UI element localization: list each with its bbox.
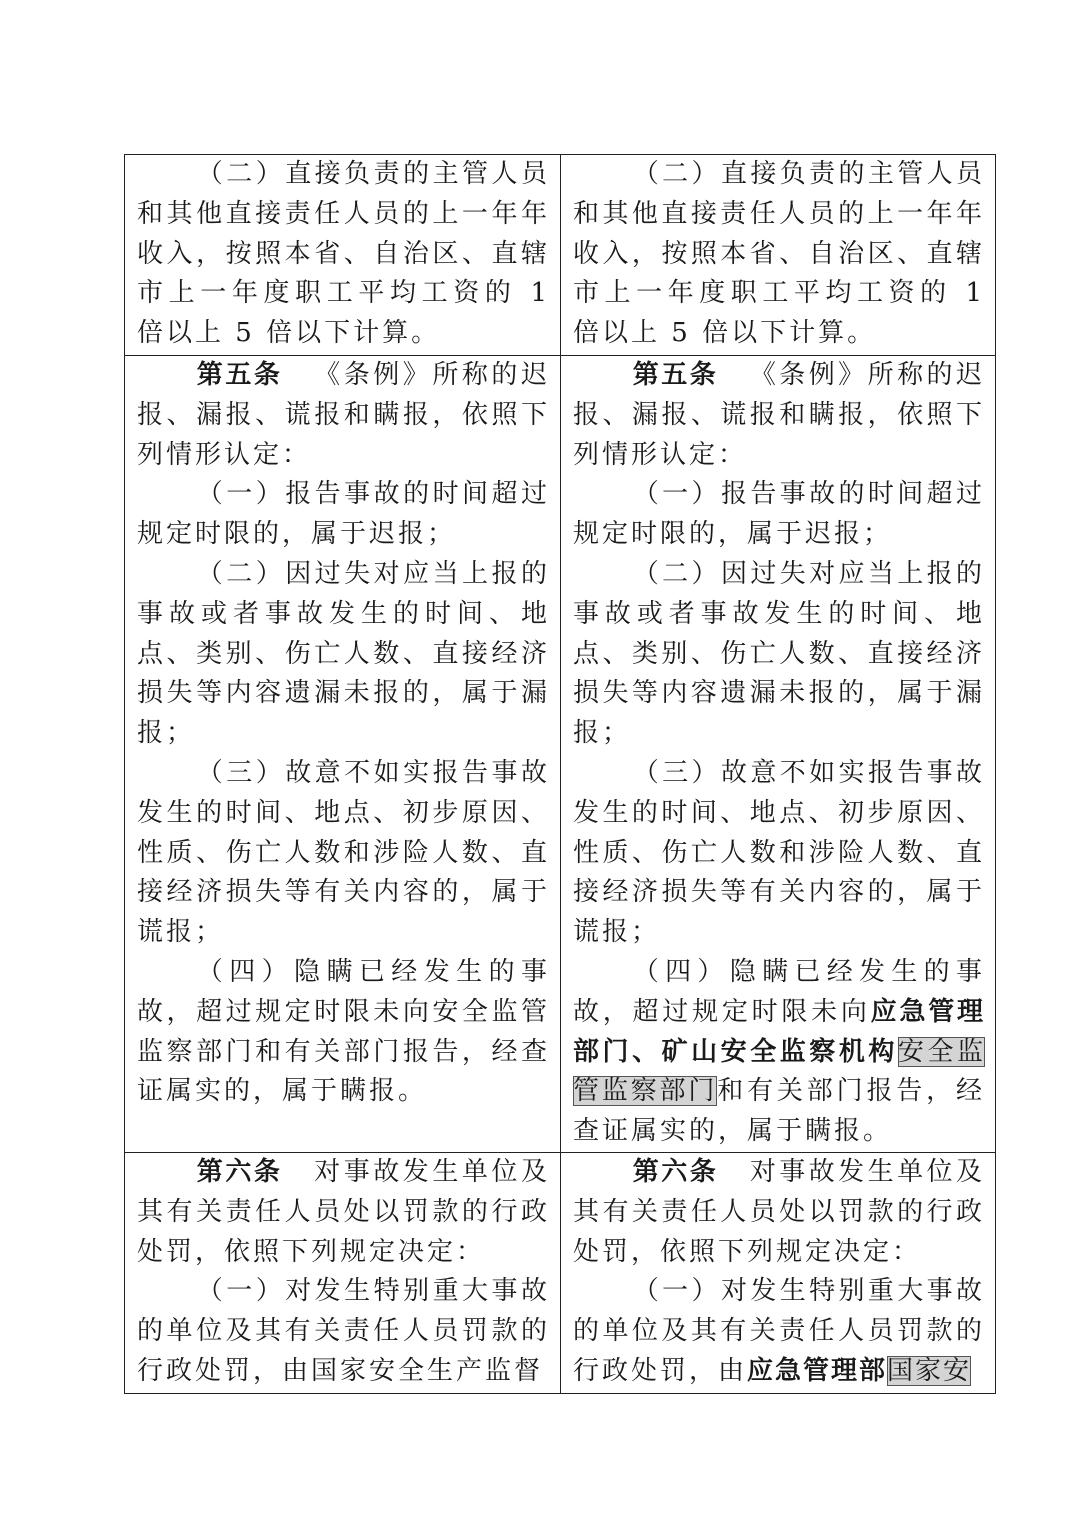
list-item: （四）隐瞒已经发生的事故，超过规定时限未向安全监管监察部门和有关部门报告，经查证属实的，属于瞒报。	[137, 956, 550, 1107]
list-item	[573, 1272, 985, 1391]
list-item: （三）故意不如实报告事故发生的时间、地点、初步原因、性质、伤亡人数和涉险人数、直接经济损失等有关内容的，属于谎报；	[573, 757, 985, 948]
list-item: （二）因过失对应当上报的事故或者事故发生的时间、地点、类别、伤亡人数、直接经济损失等内容遗漏未报的，属于漏报；	[573, 558, 985, 749]
article-heading: 第六条	[632, 1156, 719, 1187]
revised-text-cell	[561, 356, 996, 1153]
table-row	[125, 155, 996, 356]
added-text: 应急管理部	[747, 1355, 888, 1386]
list-item	[573, 953, 985, 1152]
list-item: （三）故意不如实报告事故发生的时间、地点、初步原因、性质、伤亡人数和涉险人数、直接经济损失等有关内容的，属于谎报；	[137, 757, 550, 948]
table-row	[125, 1152, 996, 1393]
list-item: （一）对发生特别重大事故的单位及其有关责任人员罚款的行政处罚，由国家安全生产监督	[137, 1276, 550, 1386]
text-run: （四）隐瞒已经发生的事故，超过规定时限未向	[573, 956, 985, 1027]
text-run: 和有关部门报告，经查证属实的，属于瞒报。	[573, 1076, 985, 1147]
table-row	[125, 356, 996, 1153]
article-intro: 对事故发生单位及其有关责任人员处以罚款的行政处罚，依照下列规定决定：	[573, 1156, 985, 1267]
paragraph: （二）直接负责的主管人员和其他直接责任人员的上一年年收入，按照本省、自治区、直辖市上一年度职工平均工资的 1 倍以上 5 倍以下计算。	[137, 159, 550, 349]
paragraph: （二）直接负责的主管人员和其他直接责任人员的上一年年收入，按照本省、自治区、直辖市上一年度职工平均工资的 1 倍以上 5 倍以下计算。	[573, 159, 985, 349]
deleted-text: 安全监管监察部门	[573, 1036, 985, 1107]
added-text: 应急管理部门、矿山安全监察机构	[573, 996, 985, 1067]
list-item: （一）报告事故的时间超过规定时限的，属于迟报；	[137, 479, 550, 550]
list-item: （二）因过失对应当上报的事故或者事故发生的时间、地点、类别、伤亡人数、直接经济损失等内容遗漏未报的，属于漏报；	[137, 558, 550, 749]
list-item: （一）报告事故的时间超过规定时限的，属于迟报；	[573, 479, 985, 550]
article-intro: 《条例》所称的迟报、漏报、谎报和瞒报，依照下列情形认定：	[137, 360, 550, 470]
revised-text-cell	[561, 155, 996, 356]
revised-text-cell	[561, 1152, 996, 1393]
comparison-table	[124, 154, 996, 1394]
original-text-cell	[125, 155, 561, 356]
article-intro: 《条例》所称的迟报、漏报、谎报和瞒报，依照下列情形认定：	[573, 360, 985, 470]
original-text-cell	[125, 356, 561, 1153]
article-heading: 第五条	[632, 360, 719, 390]
article-heading: 第六条	[196, 1156, 283, 1187]
article-intro: 对事故发生单位及其有关责任人员处以罚款的行政处罚，依照下列规定决定：	[137, 1156, 550, 1267]
article-paragraph	[573, 1153, 985, 1272]
deleted-text: 国家安	[887, 1355, 972, 1386]
article-paragraph	[573, 356, 985, 475]
article-heading: 第五条	[196, 360, 283, 390]
text-run: （一）对发生特别重大事故的单位及其有关责任人员罚款的行政处罚，由	[573, 1276, 985, 1386]
original-text-cell	[125, 1152, 561, 1393]
article-paragraph	[137, 356, 550, 475]
article-paragraph	[137, 1153, 550, 1272]
